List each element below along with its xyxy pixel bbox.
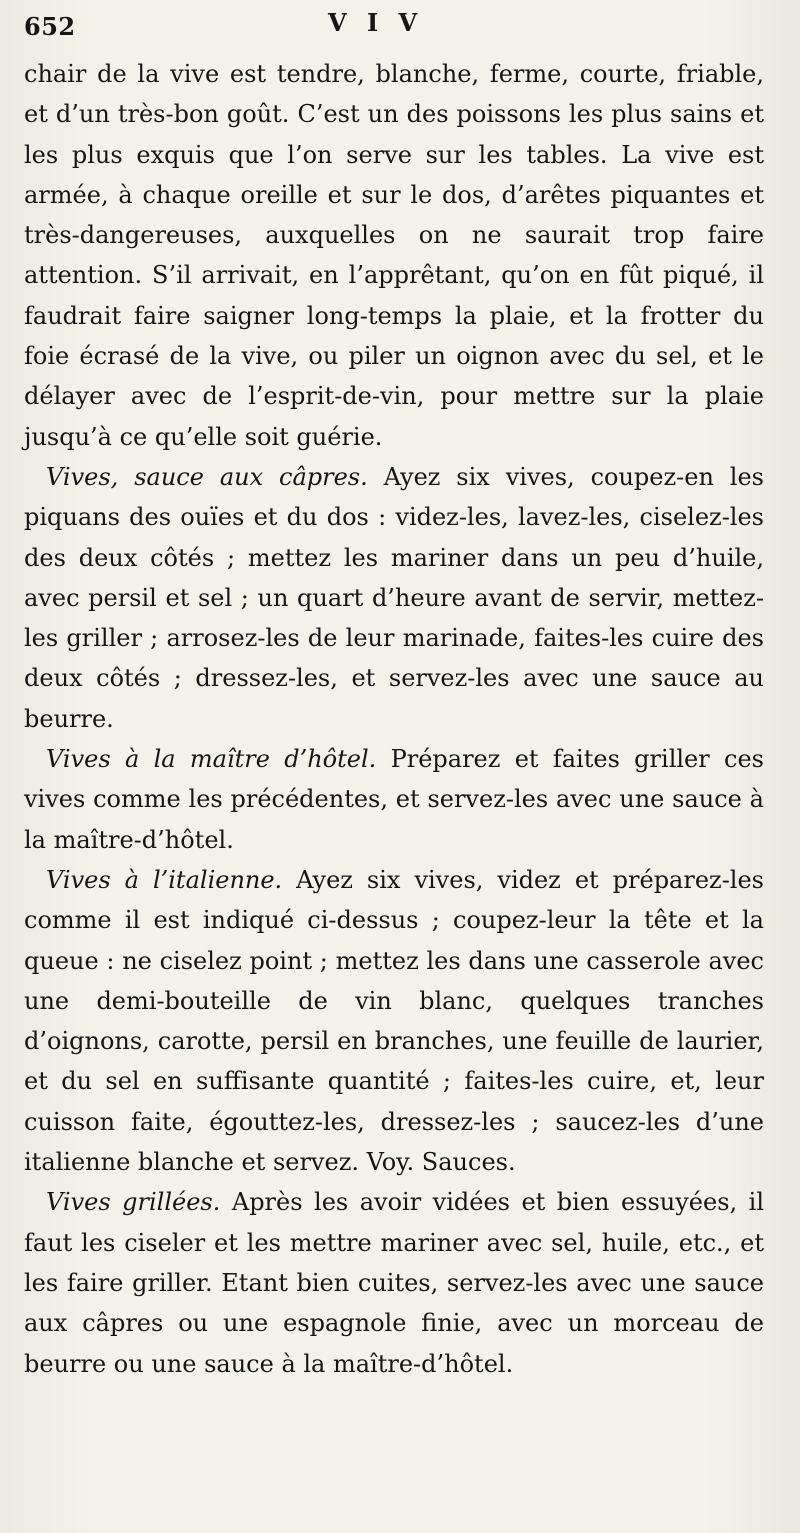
recipe-text: Ayez six vives, coupez-en les piquans des ouïes et du dos : videz-les, lavez-les, ciselez-les des deux côtés ; mettez les mariner dans un peu d’huile, avec persil et sel ; un quart d’heure avant de servir, mettez-les griller ; arrosez-les de leur marinade, faites-les cuire des deux côtés ; dressez-les, et servez-les avec une sauce au beurre. bbox=[24, 462, 764, 733]
page-header bbox=[24, 8, 784, 48]
recipe-entry-grillees bbox=[24, 1182, 764, 1383]
recipe-heading: Vives à l’italienne. bbox=[46, 865, 283, 894]
recipe-heading: Vives grillées. bbox=[46, 1188, 221, 1217]
recipe-text: Ayez six vives, videz et préparez-les comme il est indiqué ci-dessus ; coupez-leur la tête et la queue : ne ciselez point ; mettez les dans une casserole avec une demi-bouteille de vin blanc, quelques tranches d’oignons, carotte, persil en branches, une feuille de laurier, et du sel en suffisante quantité ; faites-les cuire, et, leur cuisson faite, égouttez-les, dressez-les ; saucez-les d’une italienne blanche et servez. Voy. Sauces. bbox=[24, 865, 764, 1177]
recipe-heading: Vives, sauce aux câpres. bbox=[46, 462, 368, 491]
page-body-text bbox=[24, 54, 764, 1384]
recipe-entry-sauce-capres bbox=[24, 457, 764, 739]
paragraph-opening bbox=[24, 54, 764, 457]
recipe-text: Après les avoir vidées et bien essuyées, il faut les ciseler et les mettre mariner avec sel, huile, etc., et les faire griller. Etant bien cuites, servez-les avec une sauce aux câpres ou une espagnole finie, avec un morceau de beurre ou une sauce à la maître-d’hôtel. bbox=[24, 1188, 764, 1378]
recipe-entry-italienne bbox=[24, 860, 764, 1182]
recipe-entry-maitre-hotel bbox=[24, 739, 764, 860]
running-head: V I V bbox=[328, 8, 424, 37]
recipe-heading: Vives à la maître d’hôtel. bbox=[46, 745, 377, 774]
paragraph-text: chair de la vive est tendre, blanche, ferme, courte, friable, et d’un très-bon goût. C’est un des poissons les plus sains et les plus exquis que l’on serve sur les tables. La vive est armée, à chaque oreille et sur le dos, d’arêtes piquantes et très-dangereuses, auxquelles on ne saurait trop faire attention. S’il arrivait, en l’apprêtant, qu’on en fût piqué, il faudrait faire saigner long-temps la plaie, et la frotter du foie écrasé de la vive, ou piler un oignon avec du sel, et le délayer avec de l’esprit-de-vin, pour mettre sur la plaie jusqu’à ce qu’elle soit guérie. bbox=[24, 60, 764, 451]
page-number: 652 bbox=[24, 12, 76, 41]
recipe-text: Préparez et faites griller ces vives comme les précédentes, et servez-les avec une sauce à la maître-d’hôtel. bbox=[24, 745, 764, 854]
